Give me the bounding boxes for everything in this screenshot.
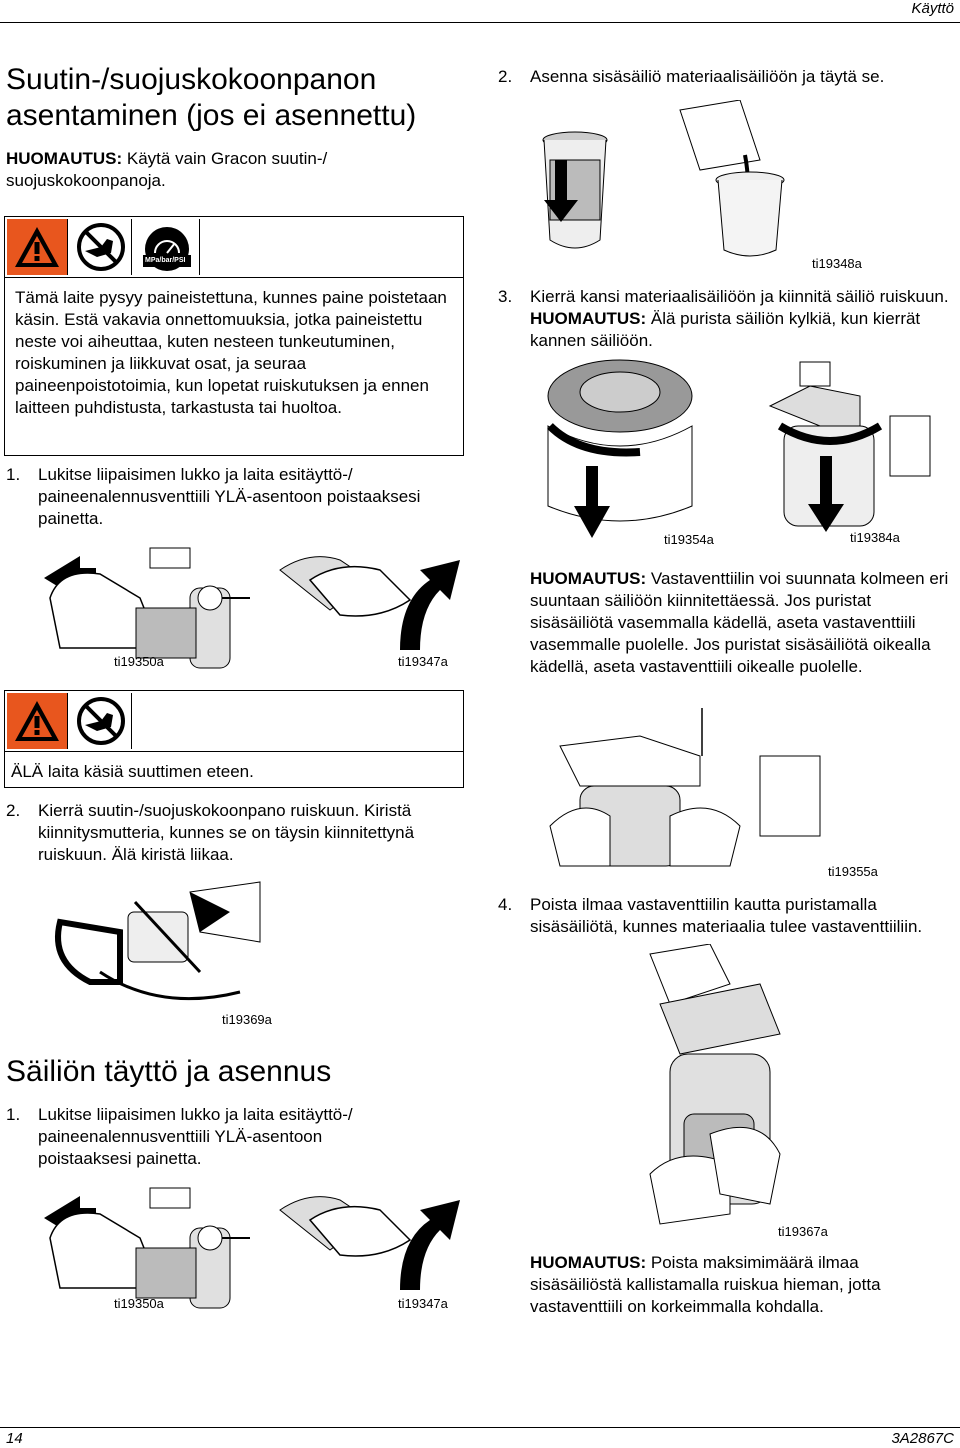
figure-label: ti19367a <box>778 1224 828 1239</box>
figure-lid-rotate <box>540 356 700 546</box>
warning-box-hands <box>4 690 464 788</box>
figure-label: ti19354a <box>664 532 714 547</box>
figure-label: ti19348a <box>812 256 862 271</box>
header-rule <box>0 22 960 23</box>
document-id: 3A2867C <box>891 1430 954 1447</box>
step-text: Lukitse liipaisimen lukko ja laita esitäyttö-/ paineenalennusventtiili YLÄ-asentoon poistaaksesi painetta. <box>38 1105 353 1168</box>
note-label: HUOMAUTUS: <box>530 569 647 588</box>
no-hand-injection-icon <box>71 693 132 749</box>
step-text: Kierrä kansi materiaalisäiliöön ja kiinnitä säiliö ruiskuun. <box>530 287 949 306</box>
note-label: HUOMAUTUS: <box>6 149 123 168</box>
figure-inner-container-fill <box>530 100 830 260</box>
step-number: 1. <box>6 1105 21 1124</box>
figure-label: ti19384a <box>850 530 900 545</box>
figure-nozzle-guard <box>40 872 280 1012</box>
figure-valve-lever-up <box>270 540 470 670</box>
note-tilt-sprayer <box>530 1252 954 1318</box>
figure-valve-lever-up <box>270 1180 470 1310</box>
warning-triangle-icon <box>7 693 68 749</box>
step-text: Poista ilmaa vastaventtiilin kautta puristamalla sisäsäiliötä, kunnes materiaalia tulee vastaventtiiliin. <box>530 895 923 936</box>
figure-squeeze-container <box>540 706 840 876</box>
note-label: HUOMAUTUS: <box>530 1253 647 1272</box>
figure-label: ti19369a <box>222 1012 272 1027</box>
figure-label: ti19355a <box>828 864 878 879</box>
warning-divider <box>5 277 463 278</box>
figure-label: ti19347a <box>398 654 448 669</box>
note-text: Käytä vain Gracon suutin-/ suojuskokoonpanoja. <box>6 149 328 190</box>
warning-text-hands: ÄLÄ laita käsiä suuttimen eteen. <box>11 762 254 781</box>
footer-rule <box>0 1427 960 1428</box>
step-number: 3. <box>498 287 513 306</box>
section-title-nozzle: Suutin-/suojuskokoonpanon asentaminen (jos ei asennettu) <box>6 63 417 132</box>
warning-text-pressure: Tämä laite pysyy paineistettuna, kunnes paine poistetaan käsin. Estä vakavia onnettomuuksia, jotka paineistettu neste voi aiheuttaa, kuten nesteen tunkeutuminen, roiskuminen ja liikkuvat osat, ja seuraa paineenpoistotoimia, kun lopetat ruiskutuksen ja ennen laitteen puhdistusta, tarkastusta tai huoltoa. <box>15 288 447 417</box>
step-number: 2. <box>6 801 21 820</box>
pressure-units-label: MPa/bar/PSI <box>145 257 186 264</box>
warning-divider <box>5 751 463 752</box>
step-text: Asenna sisäsäiliö materiaalisäiliöön ja täytä se. <box>530 67 885 86</box>
step-number: 1. <box>6 465 21 484</box>
warning-triangle-icon <box>7 219 68 275</box>
section-title-fill: Säiliön täyttö ja asennus <box>6 1055 332 1088</box>
note-text: Poista maksimimäärä ilmaa sisäsäiliöstä kallistamalla ruiskua hieman, jotta vastaventtiili on korkeimmalla kohdalla. <box>530 1253 881 1316</box>
note-nozzle-gracon <box>6 148 406 192</box>
note-text: Älä purista säiliön kylkiä, kun kierrät kannen säiliöön. <box>530 309 921 350</box>
figure-label: ti19350a <box>114 1296 164 1311</box>
figure-label: ti19350a <box>114 654 164 669</box>
page-number: 14 <box>6 1430 23 1447</box>
step-text: Kierrä suutin-/suojuskokoonpano ruiskuun. Kiristä kiinnitysmutteria, kunnes se on täysin kiinnitettynä ruiskuun. Älä kiristä liikaa. <box>38 801 415 864</box>
step-number: 4. <box>498 895 513 914</box>
step-number: 2. <box>498 67 513 86</box>
note-text: Vastaventtiilin voi suunnata kolmeen eri suuntaan säiliöön kiinnitettäessä. Jos puristat sisäsäiliötä vasemmalla kädellä, aseta vastaventtiili vasemmalle puolelle. Jos puristat sisäsäiliötä oikealla kädellä, aseta vastaventtiili oikealle puolelle. <box>530 569 949 676</box>
warning-box-pressure <box>4 216 464 456</box>
step-text-with-note <box>530 286 954 352</box>
step-text: Lukitse liipaisimen lukko ja laita esitäyttö-/ paineenalennusventtiili YLÄ-asentoon poistaaksesi painetta. <box>38 465 421 528</box>
figure-container-attach <box>760 356 940 536</box>
figure-purge-air <box>560 944 800 1234</box>
note-check-valve-orientation <box>530 568 954 678</box>
note-label: HUOMAUTUS: <box>530 309 647 328</box>
section-header: Käyttö <box>911 0 954 17</box>
no-hand-injection-icon <box>71 219 132 275</box>
pressure-gauge-icon <box>135 219 200 275</box>
figure-label: ti19347a <box>398 1296 448 1311</box>
